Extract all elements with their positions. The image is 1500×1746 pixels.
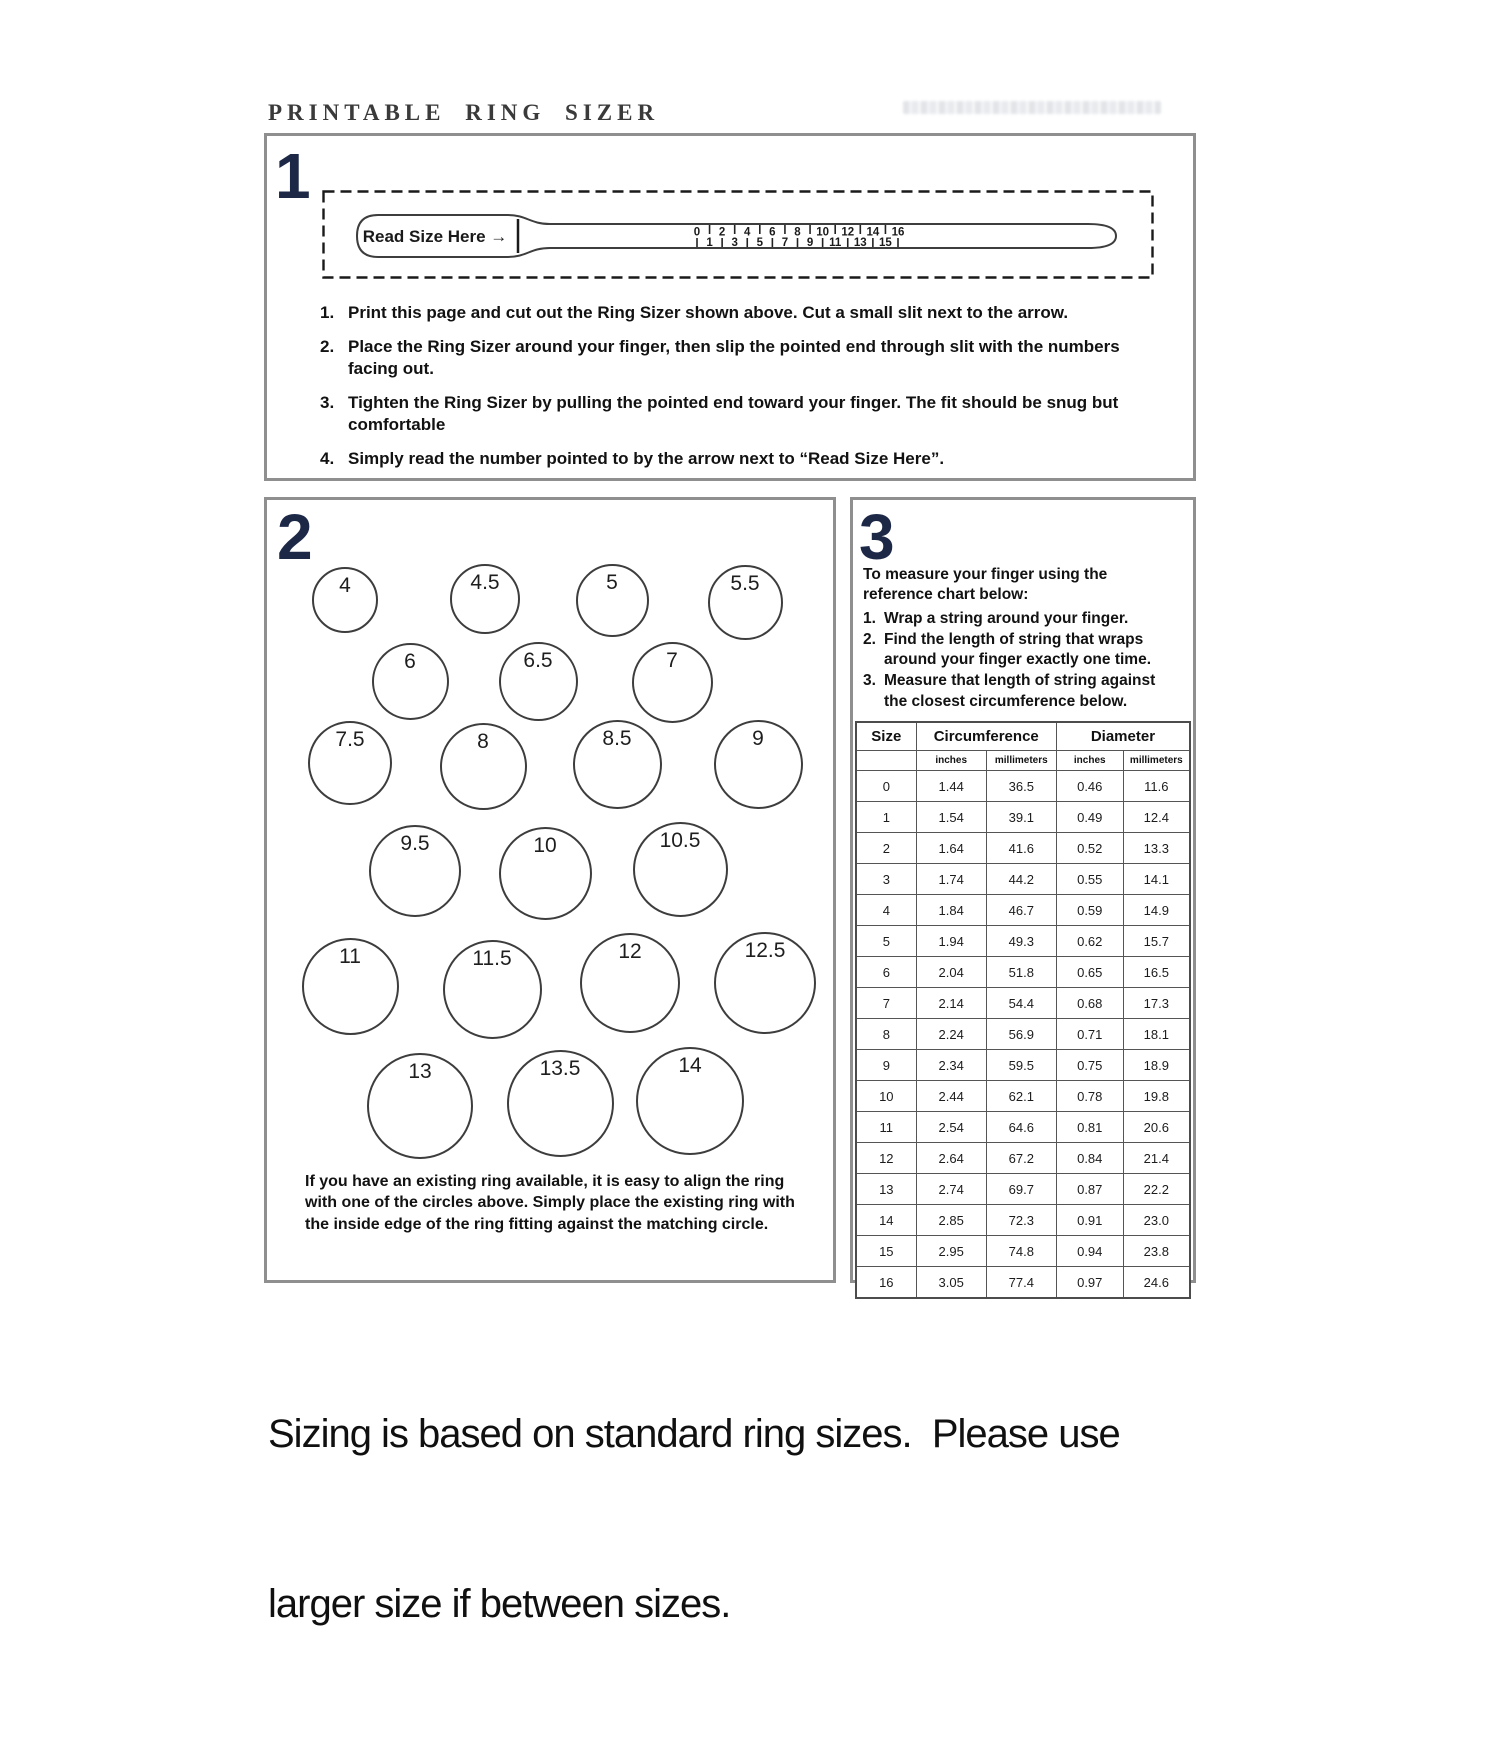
size-table-body: [856, 771, 1190, 1299]
section-2-number: 2: [277, 501, 311, 573]
size-table-cell: 0.78: [1056, 1081, 1123, 1112]
ruler-number: 16: [891, 226, 905, 239]
ruler-number: 12: [841, 226, 855, 239]
size-table-cell: 13.3: [1123, 833, 1190, 864]
size-table-cell: 2.85: [916, 1205, 986, 1236]
ring-size-circle: [636, 1047, 744, 1155]
size-table-cell: 21.4: [1123, 1143, 1190, 1174]
size-table-cell: 44.2: [986, 864, 1056, 895]
size-table-row: [856, 957, 1190, 988]
size-table-cell: 6: [856, 957, 916, 988]
size-table-row: [856, 988, 1190, 1019]
ruler-number: 14: [866, 226, 880, 239]
size-table-row: [856, 1050, 1190, 1081]
size-table-cell: 62.1: [986, 1081, 1056, 1112]
size-table-cell: 7: [856, 988, 916, 1019]
size-table-cell: 18.9: [1123, 1050, 1190, 1081]
step-text: Find the length of string that wraps around your finger exactly one time.: [884, 631, 1152, 669]
step-text: Wrap a string around your finger.: [884, 610, 1129, 627]
size-table-cell: 17.3: [1123, 988, 1190, 1019]
size-table-cell: 0.81: [1056, 1112, 1123, 1143]
string-measure-steps: [863, 609, 1177, 713]
ring-size-circle-label: 9: [752, 726, 764, 750]
ring-size-circle-label: 4.5: [470, 571, 500, 594]
ring-size-circle-label: 9.5: [400, 832, 430, 855]
ring-size-circle: [714, 720, 803, 809]
size-table-cell: 12.4: [1123, 802, 1190, 833]
col-subheader-inches: inches: [1056, 751, 1123, 771]
ring-size-circle: [308, 721, 392, 805]
size-table-cell: 0.71: [1056, 1019, 1123, 1050]
step-item: [320, 302, 1140, 324]
size-table-row: [856, 864, 1190, 895]
size-table-cell: 3.05: [916, 1267, 986, 1299]
ring-size-circle-label: 10.5: [659, 828, 701, 852]
ring-size-table: [855, 721, 1191, 1299]
size-table-cell: 0.62: [1056, 926, 1123, 957]
size-table-cell: 2: [856, 833, 916, 864]
sizing-caption: [268, 1292, 1298, 1746]
ring-size-circle-label: 4: [339, 574, 351, 597]
size-table-row: [856, 895, 1190, 926]
ring-size-circle-label: 5: [606, 570, 618, 594]
size-table-cell: 0.49: [1056, 802, 1123, 833]
ring-size-circle-label: 6.5: [523, 648, 553, 672]
size-table-cell: 1.84: [916, 895, 986, 926]
ring-size-circle-label: 12.5: [744, 939, 786, 962]
ruler-number: 2: [718, 226, 726, 239]
size-table-cell: 0.91: [1056, 1205, 1123, 1236]
section-3-number: 3: [859, 501, 893, 573]
section-1-instructions: [320, 302, 1140, 483]
size-table-cell: 10: [856, 1081, 916, 1112]
size-table-cell: 41.6: [986, 833, 1056, 864]
ring-size-circle: [440, 723, 527, 810]
step-text: Print this page and cut out the Ring Sizer shown above. Cut a small slit next to the arrow.: [348, 303, 1069, 322]
size-table-cell: 36.5: [986, 771, 1056, 802]
size-table-cell: 2.04: [916, 957, 986, 988]
ring-size-circle-label: 12: [618, 940, 642, 963]
ring-size-circle: [632, 642, 713, 723]
size-table-cell: 0: [856, 771, 916, 802]
caption-line-2: larger size if between sizes.: [268, 1581, 731, 1626]
size-table-cell: 20.6: [1123, 1112, 1190, 1143]
size-table-cell: 2.34: [916, 1050, 986, 1081]
circle-grid: [267, 500, 833, 1280]
ring-size-circle: [708, 565, 783, 640]
step-number: 4.: [320, 449, 335, 469]
ring-size-circle: [714, 932, 816, 1034]
size-table-cell: 0.87: [1056, 1174, 1123, 1205]
size-table-cell: 3: [856, 864, 916, 895]
step-number: 1.: [320, 303, 335, 322]
step-text: Measure that length of string against the closest circumference below.: [884, 672, 1156, 710]
step-item: [320, 448, 1140, 470]
size-table-row: [856, 1205, 1190, 1236]
step-text: Tighten the Ring Sizer by pulling the pointed end toward your finger. The fit should be snug but comfortable: [348, 393, 1119, 435]
ruler-number: 9: [806, 237, 814, 249]
ring-size-circle-label: 13.5: [539, 1056, 581, 1080]
size-table-cell: 2.64: [916, 1143, 986, 1174]
size-table-cell: 1.74: [916, 864, 986, 895]
size-table-cell: 2.74: [916, 1174, 986, 1205]
col-subheader-millimeters: millimeters: [986, 751, 1056, 771]
ruler-number: 7: [781, 237, 789, 249]
size-table-cell: 54.4: [986, 988, 1056, 1019]
ring-sizer-diagram: [322, 190, 1154, 279]
size-table-cell: 74.8: [986, 1236, 1056, 1267]
step-number: 2.: [320, 337, 335, 357]
size-table-row: [856, 926, 1190, 957]
size-table-cell: 14: [856, 1205, 916, 1236]
size-table-cell: 2.14: [916, 988, 986, 1019]
size-table-cell: 8: [856, 1019, 916, 1050]
section-1-number: 1: [275, 140, 309, 212]
ring-size-circle-label: 6: [404, 649, 416, 673]
size-table-cell: 2.24: [916, 1019, 986, 1050]
size-table-cell: 23.8: [1123, 1236, 1190, 1267]
size-table-cell: 69.7: [986, 1174, 1056, 1205]
ring-size-circle-label: 11: [339, 944, 361, 968]
step-number: 3.: [320, 393, 335, 413]
size-table-row: [856, 771, 1190, 802]
col-header-circumference: Circumference: [916, 722, 1056, 751]
size-table-cell: 22.2: [1123, 1174, 1190, 1205]
size-table-cell: 72.3: [986, 1205, 1056, 1236]
existing-ring-note: If you have an existing ring available, it is easy to align the ring with one of the circles above. Simply place the existing ring with the inside edge of the ring fitting against the matching circle.: [305, 1173, 795, 1233]
size-table-cell: 46.7: [986, 895, 1056, 926]
size-table-cell: 15.7: [1123, 926, 1190, 957]
size-table-cell: 23.0: [1123, 1205, 1190, 1236]
size-table-cell: 56.9: [986, 1019, 1056, 1050]
size-table-cell: 1.94: [916, 926, 986, 957]
size-table-cell: 1.44: [916, 771, 986, 802]
size-table-cell: 1.54: [916, 802, 986, 833]
size-table-cell: 1.64: [916, 833, 986, 864]
step-item: [320, 336, 1140, 380]
ring-size-circle: [302, 938, 399, 1035]
step-item: [863, 630, 1177, 670]
ruler-number: 4: [744, 226, 751, 239]
step-number: 3.: [863, 672, 876, 690]
size-table-cell: 49.3: [986, 926, 1056, 957]
size-table-cell: 0.46: [1056, 771, 1123, 802]
size-table-cell: 0.94: [1056, 1236, 1123, 1267]
col-header-size: Size: [856, 722, 916, 751]
col-subheader-millimeters: millimeters: [1123, 751, 1190, 771]
size-table-cell: 16.5: [1123, 957, 1190, 988]
size-table-cell: 4: [856, 895, 916, 926]
size-table-cell: 77.4: [986, 1267, 1056, 1299]
size-table-cell: 0.52: [1056, 833, 1123, 864]
ring-size-circle: [367, 1053, 473, 1159]
size-table-cell: 67.2: [986, 1143, 1056, 1174]
ring-size-circle: [443, 940, 542, 1039]
col-subheader-inches: inches: [916, 751, 986, 771]
size-table-cell: 0.75: [1056, 1050, 1123, 1081]
ring-size-circle-label: 7: [666, 648, 678, 672]
step-text: Simply read the number pointed to by the arrow next to “Read Size Here”.: [348, 449, 945, 469]
size-table-cell: 2.44: [916, 1081, 986, 1112]
size-table-cell: 5: [856, 926, 916, 957]
string-measure-intro: To measure your finger using the reference chart below:: [863, 566, 1108, 604]
ring-size-circle-label: 5.5: [730, 571, 760, 595]
size-table-cell: 59.5: [986, 1050, 1056, 1081]
size-table-row: [856, 1019, 1190, 1050]
size-table-cell: 14.1: [1123, 864, 1190, 895]
size-table-cell: 2.95: [916, 1236, 986, 1267]
size-table-cell: 24.6: [1123, 1267, 1190, 1299]
caption-line-1: Sizing is based on standard ring sizes. Please use: [268, 1411, 1120, 1456]
watermark: [903, 101, 1161, 114]
ring-size-circle: [633, 822, 728, 917]
size-table-row: [856, 833, 1190, 864]
ring-size-circle-label: 14: [678, 1054, 702, 1077]
ruler-number: 1: [706, 237, 713, 249]
ruler-number: 3: [731, 237, 738, 249]
size-table-row: [856, 802, 1190, 833]
step-text: Place the Ring Sizer around your finger, then slip the pointed end through slit with the numbers facing out.: [348, 337, 1120, 379]
size-table-cell: 18.1: [1123, 1019, 1190, 1050]
size-table-cell: 16: [856, 1267, 916, 1299]
size-table-cell: 39.1: [986, 802, 1056, 833]
size-table-cell: 0.55: [1056, 864, 1123, 895]
size-table-cell: 0.65: [1056, 957, 1123, 988]
ruler-number: 11: [829, 237, 842, 249]
size-table-cell: 0.68: [1056, 988, 1123, 1019]
section-1-panel: [264, 133, 1196, 481]
size-table-cell: 13: [856, 1174, 916, 1205]
size-table-row: [856, 1081, 1190, 1112]
ring-size-circle-label: 8.5: [602, 726, 632, 750]
size-table-cell: 12: [856, 1143, 916, 1174]
size-table-cell: 0.59: [1056, 895, 1123, 926]
step-item: [863, 609, 1177, 629]
size-table-cell: 51.8: [986, 957, 1056, 988]
ruler-number: 0: [693, 226, 701, 239]
page-title: PRINTABLE RING SIZER: [268, 100, 660, 125]
ring-size-circle: [369, 825, 461, 917]
ring-size-circle: [507, 1050, 614, 1157]
size-table-cell: 15: [856, 1236, 916, 1267]
size-table-row: [856, 1112, 1190, 1143]
size-table-cell: 64.6: [986, 1112, 1056, 1143]
ring-size-circle: [580, 933, 680, 1033]
size-table-cell: 1: [856, 802, 916, 833]
ring-size-circle-label: 13: [408, 1060, 432, 1083]
ruler-number: 8: [794, 226, 801, 239]
ring-size-circle: [499, 827, 592, 920]
step-number: 1.: [863, 610, 876, 627]
col-subheader-blank: [856, 751, 916, 771]
step-item: [320, 392, 1140, 436]
size-table-row: [856, 1143, 1190, 1174]
step-number: 2.: [863, 631, 876, 649]
size-table-cell: 11.6: [1123, 771, 1190, 802]
size-table-cell: 19.8: [1123, 1081, 1190, 1112]
read-size-here-label: Read Size Here →: [362, 227, 508, 246]
ring-size-circle-label: 11.5: [472, 946, 512, 970]
ruler-number: 5: [756, 237, 764, 249]
ring-size-circle-label: 8: [477, 729, 489, 753]
size-table-row: [856, 1236, 1190, 1267]
step-item: [863, 671, 1177, 711]
ring-size-circle: [499, 642, 578, 721]
section-2-panel: [264, 497, 836, 1283]
size-table-cell: 14.9: [1123, 895, 1190, 926]
ring-size-circle-label: 7.5: [335, 728, 365, 751]
ring-size-circle-label: 10: [533, 833, 557, 857]
ring-size-circle: [312, 567, 378, 633]
size-table-cell: 11: [856, 1112, 916, 1143]
ring-size-circle: [450, 564, 520, 634]
size-table-cell: 2.54: [916, 1112, 986, 1143]
size-table-cell: 0.84: [1056, 1143, 1123, 1174]
size-table-row: [856, 1174, 1190, 1205]
ring-size-circle: [576, 564, 649, 637]
size-table-cell: 9: [856, 1050, 916, 1081]
ruler-number: 10: [816, 226, 830, 239]
ruler-number: 6: [769, 226, 776, 239]
col-header-diameter: Diameter: [1056, 722, 1190, 751]
ruler-number: 15: [879, 237, 892, 249]
section-3-panel: [850, 497, 1196, 1290]
ring-size-circle: [372, 643, 449, 720]
ruler-number: 13: [853, 237, 867, 249]
size-table-cell: 0.97: [1056, 1267, 1123, 1299]
ring-size-circle: [573, 720, 662, 809]
